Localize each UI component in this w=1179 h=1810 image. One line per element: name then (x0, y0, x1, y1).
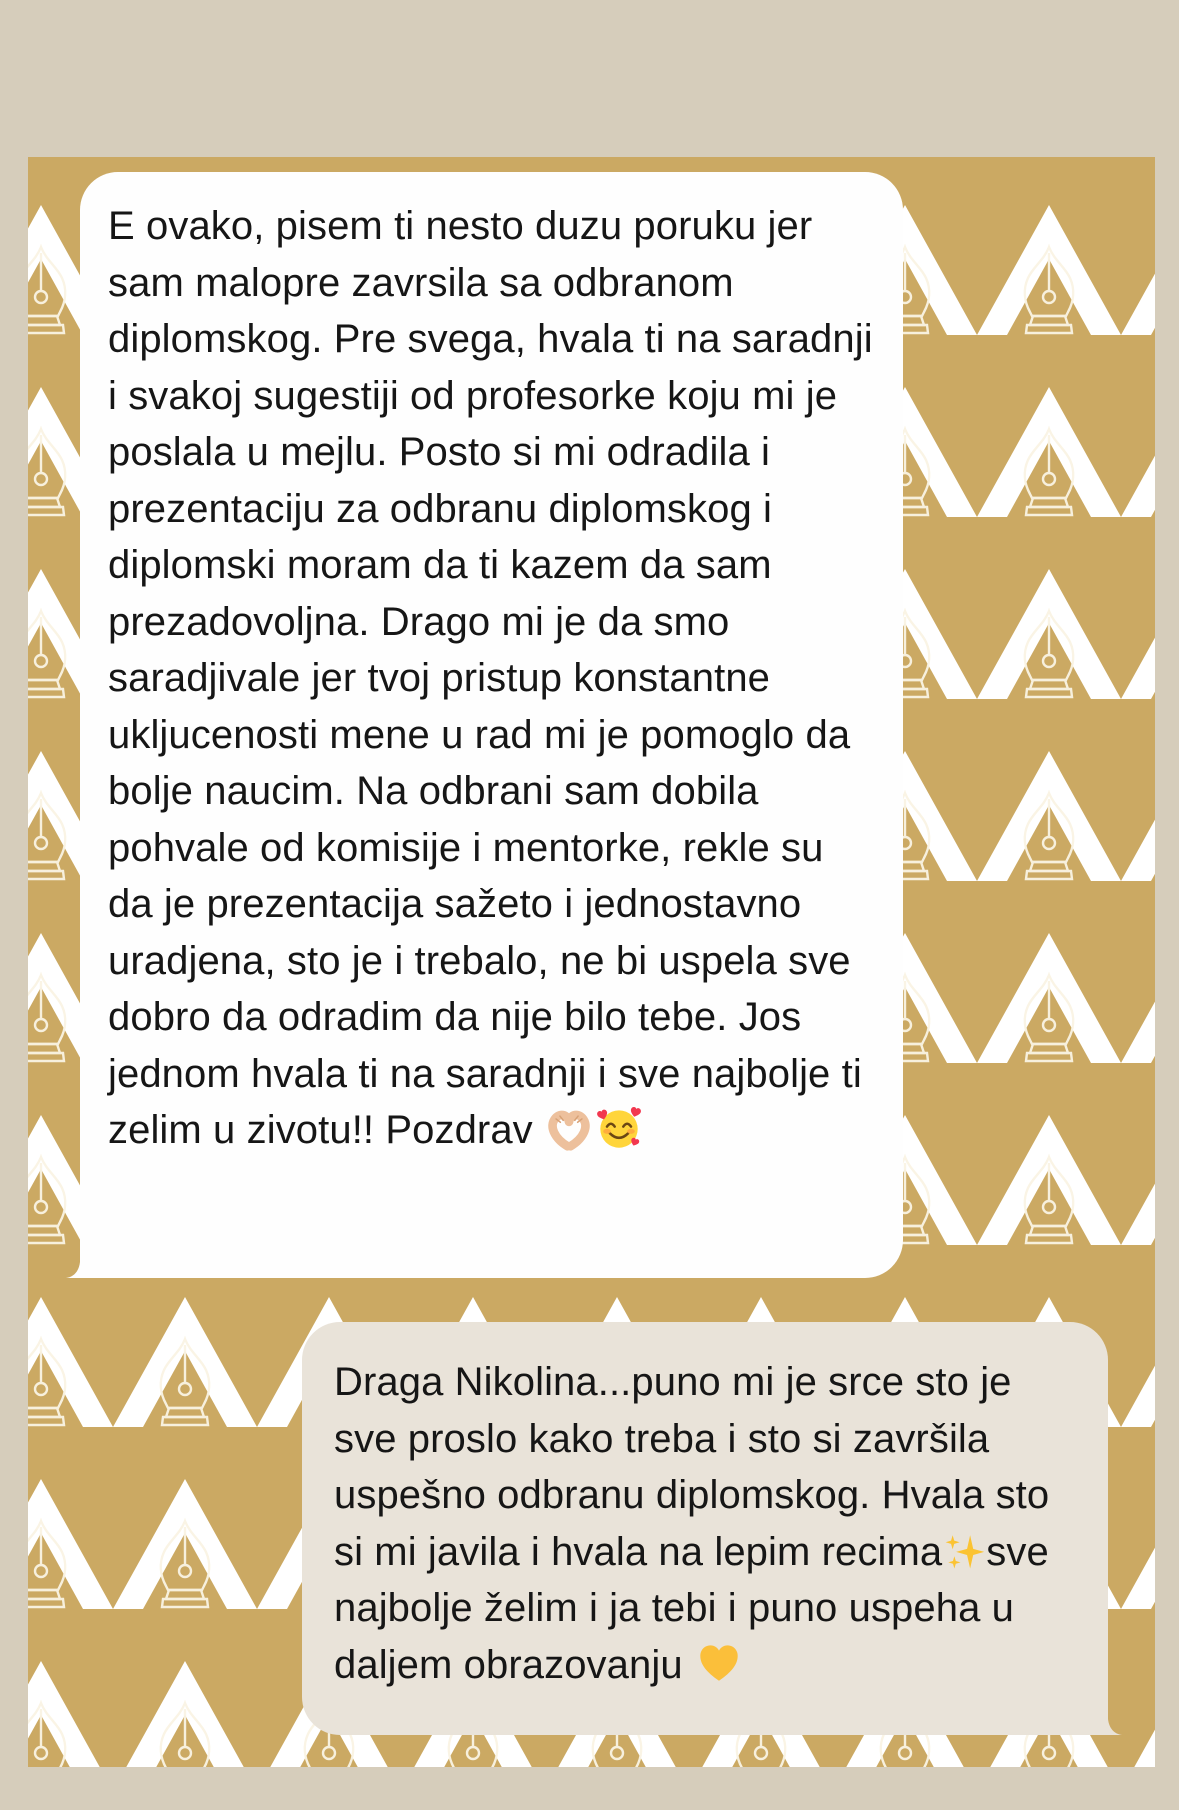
yellow-heart-emoji (696, 1641, 742, 1687)
bubble-tail-right-icon (1066, 1693, 1122, 1735)
message-bubble-received[interactable] (80, 172, 903, 1278)
smiling-face-with-hearts-emoji (596, 1106, 642, 1152)
message-bubble-sent[interactable] (302, 1322, 1108, 1735)
sparkles-emoji (943, 1530, 985, 1572)
heart-hands-emoji (546, 1106, 592, 1152)
message-text: Draga Nikolina...puno mi je srce sto je sve proslo kako treba i sto si završila uspešno odbranu diplomskog. Hvala sto si mi javila i hvala na lepim recima sve najbolje želim i ja tebi i puno uspeha u daljem obrazovanju (334, 1360, 1050, 1687)
message-text: E ovako, pisem ti nesto duzu poruku jer sam malopre zavrsila sa odbranom diplomskog. Pre svega, hvala ti na saradnji i svakoj sugestiji od profesorke koju mi je poslala u mejlu. Posto si mi odradila i prezentaciju za odbranu diplomskog i diplomski moram da ti kazem da sam prezadovoljna. Drago mi je da smo saradjivale jer tvoj pristup konstantne ukljucenosti mene u rad mi je pomoglo da bolje naucim. Na odbrani sam dobila pohvale od komisije i mentorke, rekle su da je prezentacija sažeto i jednostavno uradjena, sto je i trebalo, ne bi uspela sve dobro da odradim da nije bilo tebe. Jos jednom hvala ti na saradnji i sve najbolje ti zelim u zivotu!! Pozdrav (108, 204, 873, 1152)
bubble-tail-left-icon (66, 1236, 122, 1278)
